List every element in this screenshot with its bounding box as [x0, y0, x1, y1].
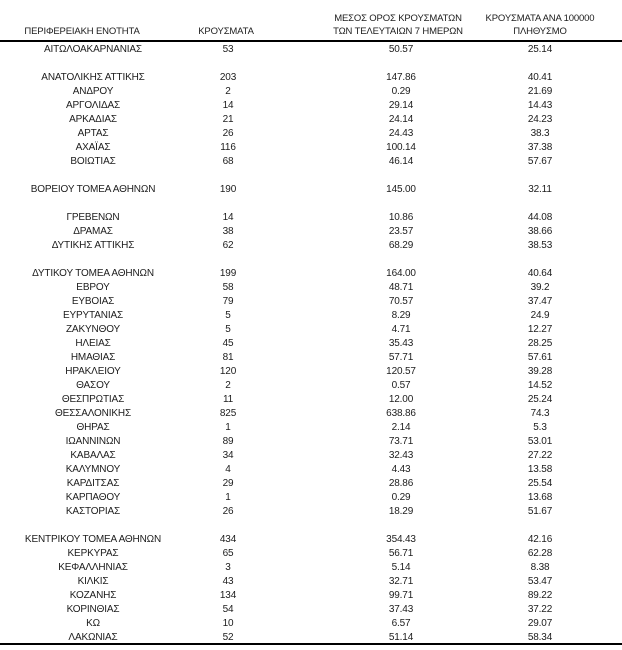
cases-cell: 116	[220, 142, 236, 153]
table-row	[0, 323, 622, 337]
table-row	[0, 267, 622, 281]
avg7-cell: 29.14	[388, 100, 414, 111]
per100k-cell: 25.54	[527, 478, 553, 489]
region-cell: ΒΟΙΩΤΙΑΣ	[70, 156, 116, 167]
avg7-cell: 70.57	[388, 296, 414, 307]
region-cell: ΕΥΡΥΤΑΝΙΑΣ	[62, 310, 124, 321]
cases-cell: 26	[222, 128, 234, 139]
region-cell: ΘΗΡΑΣ	[76, 422, 110, 433]
avg7-cell: 51.14	[388, 632, 414, 643]
table-row	[0, 547, 622, 561]
avg7-cell: 100.14	[386, 142, 416, 153]
region-cell: ΚΕΡΚΥΡΑΣ	[67, 548, 119, 559]
avg7-cell: 35.43	[388, 338, 414, 349]
cases-cell: 54	[222, 604, 234, 615]
region-cell: ΗΛΕΙΑΣ	[75, 338, 111, 349]
region-cell: ΓΡΕΒΕΝΩΝ	[66, 212, 120, 223]
region-cell: ΚΑΡΔΙΤΣΑΣ	[66, 478, 120, 489]
avg7-cell: 0.57	[391, 380, 411, 391]
table-bottom-rule	[0, 643, 622, 645]
avg7-cell: 99.71	[388, 590, 414, 601]
region-cell: ΚΑΒΑΛΑΣ	[70, 450, 116, 461]
table-row	[0, 281, 622, 295]
avg7-cell: 354.43	[386, 534, 416, 545]
table-row	[0, 617, 622, 631]
per100k-cell: 5.3	[533, 422, 547, 433]
column-header-region-label: ΠΕΡΙΦΕΡΕΙΑΚΗ ΕΝΟΤΗΤΑ	[24, 25, 140, 37]
per100k-cell: 40.64	[527, 268, 553, 279]
avg7-cell: 56.71	[388, 548, 414, 559]
region-cell: ΗΜΑΘΙΑΣ	[70, 352, 116, 363]
avg7-cell: 6.57	[391, 618, 411, 629]
per100k-cell: 29.07	[527, 618, 553, 629]
per100k-cell: 38.53	[527, 240, 553, 251]
avg7-cell: 4.43	[391, 464, 411, 475]
avg7-cell: 12.00	[388, 394, 414, 405]
per100k-cell: 13.68	[527, 492, 553, 503]
per100k-cell: 24.9	[530, 310, 550, 321]
cases-cell: 190	[219, 184, 237, 195]
cases-cell: 43	[222, 576, 234, 587]
column-header-avg7-label-line1: ΜΕΣΟΣ ΟΡΟΣ ΚΡΟΥΣΜΑΤΩΝ	[334, 13, 462, 24]
cases-cell: 120	[219, 366, 237, 377]
column-header-avg7	[333, 13, 463, 38]
region-cell: ΑΝΑΤΟΛΙΚΗΣ ΑΤΤΙΚΗΣ	[41, 72, 145, 83]
region-cell: ΚΑΡΠΑΘΟΥ	[65, 492, 121, 503]
table-row	[0, 449, 622, 463]
region-cell: ΕΒΡΟΥ	[76, 282, 110, 293]
table-row	[0, 589, 622, 603]
table-row	[0, 477, 622, 491]
table-row	[0, 239, 622, 253]
avg7-cell: 46.14	[388, 156, 414, 167]
per100k-cell: 32.11	[528, 184, 552, 195]
cases-cell: 89	[222, 436, 234, 447]
table-row	[0, 421, 622, 435]
table-row	[0, 575, 622, 589]
cases-cell: 81	[222, 352, 234, 363]
avg7-cell: 23.57	[388, 226, 414, 237]
per100k-cell: 62.28	[527, 548, 553, 559]
group-spacer	[0, 57, 622, 71]
table-row	[0, 141, 622, 155]
region-cell: ΘΑΣΟΥ	[76, 380, 110, 391]
cases-cell: 10	[222, 618, 234, 629]
group-spacer	[0, 169, 622, 183]
table-row	[0, 85, 622, 99]
per100k-cell: 53.01	[527, 436, 553, 447]
region-cell: ΚΑΛΥΜΝΟΥ	[65, 464, 121, 475]
avg7-cell: 24.43	[388, 128, 414, 139]
column-header-per100k-label-line1: ΚΡΟΥΣΜΑΤΑ ΑΝΑ 100000	[485, 13, 595, 24]
cases-cell: 62	[222, 240, 234, 251]
avg7-cell: 68.29	[388, 240, 414, 251]
per100k-cell: 57.67	[527, 156, 553, 167]
region-cell: ΙΩΑΝΝΙΝΩΝ	[65, 436, 121, 447]
per100k-cell: 25.24	[527, 394, 553, 405]
per100k-cell: 27.22	[527, 450, 553, 461]
avg7-cell: 28.86	[388, 478, 414, 489]
per100k-cell: 37.47	[527, 296, 553, 307]
table-row	[0, 155, 622, 169]
per100k-cell: 39.2	[530, 282, 550, 293]
region-cell: ΒΟΡΕΙΟΥ ΤΟΜΕΑ ΑΘΗΝΩΝ	[30, 184, 156, 195]
cases-cell: 58	[222, 282, 234, 293]
avg7-cell: 73.71	[388, 436, 414, 447]
avg7-cell: 0.29	[391, 492, 411, 503]
avg7-cell: 24.14	[388, 114, 414, 125]
avg7-cell: 2.14	[391, 422, 411, 433]
cases-cell: 134	[219, 590, 237, 601]
table-row	[0, 351, 622, 365]
table-row	[0, 183, 622, 197]
avg7-cell: 0.29	[391, 86, 411, 97]
table-header	[0, 0, 622, 40]
group-spacer	[0, 253, 622, 267]
per100k-cell: 12.27	[527, 324, 553, 335]
table-row	[0, 533, 622, 547]
table-row	[0, 113, 622, 127]
avg7-cell: 32.71	[388, 576, 414, 587]
avg7-cell: 147.86	[386, 72, 416, 83]
per100k-cell: 38.3	[530, 128, 550, 139]
region-cell: ΑΡΚΑΔΙΑΣ	[69, 114, 117, 125]
cases-cell: 21	[222, 114, 234, 125]
region-cell: ΘΕΣΠΡΩΤΙΑΣ	[61, 394, 125, 405]
table-row	[0, 211, 622, 225]
region-cell: ΔΥΤΙΚΟΥ ΤΟΜΕΑ ΑΘΗΝΩΝ	[32, 268, 154, 279]
table-row	[0, 127, 622, 141]
cases-cell: 2	[225, 86, 231, 97]
table-row	[0, 435, 622, 449]
table-row	[0, 71, 622, 85]
per100k-cell: 44.08	[527, 212, 553, 223]
cases-cell: 65	[222, 548, 234, 559]
avg7-cell: 120.57	[386, 366, 416, 377]
per100k-cell: 38.66	[527, 226, 553, 237]
region-cell: ΔΡΑΜΑΣ	[73, 226, 113, 237]
table-row	[0, 407, 622, 421]
avg7-cell: 50.57	[388, 44, 414, 55]
avg7-cell: 10.86	[388, 212, 414, 223]
cases-cell: 14	[222, 212, 234, 223]
per100k-cell: 89.22	[527, 590, 553, 601]
table-row	[0, 309, 622, 323]
table-row	[0, 99, 622, 113]
table-row	[0, 295, 622, 309]
per100k-cell: 42.16	[527, 534, 553, 545]
column-header-per100k-label-line2: ΠΛΗΘΥΣΜΟ	[513, 25, 567, 37]
region-cell: ΛΑΚΩΝΙΑΣ	[68, 632, 118, 643]
cases-cell: 52	[222, 632, 234, 643]
avg7-cell: 638.86	[386, 408, 416, 419]
per100k-cell: 13.58	[527, 464, 553, 475]
cases-cell: 825	[219, 408, 237, 419]
column-header-region	[24, 26, 139, 39]
avg7-cell: 57.71	[388, 352, 414, 363]
cases-cell: 14	[222, 100, 234, 111]
cases-cell: 1	[225, 422, 231, 433]
region-cell: ΑΡΤΑΣ	[77, 128, 109, 139]
region-cell: ΕΥΒΟΙΑΣ	[71, 296, 115, 307]
cases-cell: 45	[222, 338, 234, 349]
region-cell: ΚΩ	[86, 618, 100, 629]
region-cell: ΑΧΑΪΑΣ	[75, 142, 111, 153]
avg7-cell: 32.43	[388, 450, 414, 461]
cases-cell: 434	[219, 534, 237, 545]
per100k-cell: 39.28	[527, 366, 553, 377]
per100k-cell: 51.67	[527, 506, 553, 517]
column-header-cases-label: ΚΡΟΥΣΜΑΤΑ	[198, 25, 254, 37]
avg7-cell: 8.29	[391, 310, 411, 321]
table-row	[0, 491, 622, 505]
avg7-cell: 4.71	[391, 324, 411, 335]
per100k-cell: 25.14	[527, 44, 553, 55]
cases-cell: 38	[222, 226, 234, 237]
per100k-cell: 24.23	[527, 114, 553, 125]
avg7-cell: 145.00	[386, 184, 416, 195]
cases-cell: 79	[222, 296, 234, 307]
cases-cell: 203	[219, 72, 237, 83]
cases-cell: 4	[225, 464, 231, 475]
region-cell: ΚΕΝΤΡΙΚΟΥ ΤΟΜΕΑ ΑΘΗΝΩΝ	[24, 534, 162, 545]
cases-cell: 1	[225, 492, 231, 503]
region-cell: ΘΕΣΣΑΛΟΝΙΚΗΣ	[54, 408, 132, 419]
table-row	[0, 379, 622, 393]
per100k-cell: 37.22	[527, 604, 553, 615]
cases-cell: 11	[222, 394, 234, 405]
cases-cell: 5	[225, 310, 231, 321]
region-cell: ΔΥΤΙΚΗΣ ΑΤΤΙΚΗΣ	[51, 240, 135, 251]
per100k-cell: 58.34	[527, 632, 553, 643]
table-row	[0, 393, 622, 407]
avg7-cell: 37.43	[388, 604, 414, 615]
column-header-per100k	[486, 13, 595, 38]
table-row	[0, 43, 622, 57]
table-row	[0, 337, 622, 351]
per100k-cell: 40.41	[527, 72, 553, 83]
region-cell: ΚΑΣΤΟΡΙΑΣ	[65, 506, 121, 517]
column-header-cases	[198, 26, 254, 39]
group-spacer	[0, 519, 622, 533]
table-body	[0, 43, 622, 645]
avg7-cell: 48.71	[388, 282, 414, 293]
group-spacer	[0, 197, 622, 211]
region-cell: ΑΙΤΩΛΟΑΚΑΡΝΑΝΙΑΣ	[44, 44, 142, 55]
region-cell: ΚΙΛΚΙΣ	[77, 576, 109, 587]
region-cell: ΚΟΡΙΝΘΙΑΣ	[66, 604, 120, 615]
table-row	[0, 603, 622, 617]
header-divider-rule	[0, 40, 622, 42]
region-cell: ΗΡΑΚΛΕΙΟΥ	[65, 366, 121, 377]
per100k-cell: 37.38	[527, 142, 553, 153]
region-cell: ΑΡΓΟΛΙΔΑΣ	[65, 100, 121, 111]
avg7-cell: 5.14	[391, 562, 411, 573]
per100k-cell: 14.43	[527, 100, 553, 111]
per100k-cell: 74.3	[530, 408, 550, 419]
cases-cell: 26	[222, 506, 234, 517]
per100k-cell: 14.52	[527, 380, 553, 391]
region-cell: ΚΕΦΑΛΛΗΝΙΑΣ	[58, 562, 128, 573]
avg7-cell: 18.29	[388, 506, 414, 517]
cases-cell: 53	[222, 44, 234, 55]
column-header-avg7-label-line2: ΤΩΝ ΤΕΛΕΥΤΑΙΩΝ 7 ΗΜΕΡΩΝ	[333, 25, 463, 37]
table-row	[0, 505, 622, 519]
cases-cell: 3	[225, 562, 231, 573]
region-cell: ΚΟΖΑΝΗΣ	[69, 590, 117, 601]
cases-cell: 68	[222, 156, 234, 167]
per100k-cell: 53.47	[527, 576, 553, 587]
table-row	[0, 561, 622, 575]
per100k-cell: 21.69	[527, 86, 553, 97]
table-row	[0, 365, 622, 379]
table-row	[0, 463, 622, 477]
avg7-cell: 164.00	[386, 268, 416, 279]
region-cell: ΑΝΔΡΟΥ	[72, 86, 114, 97]
per100k-cell: 8.38	[530, 562, 550, 573]
cases-cell: 199	[219, 268, 237, 279]
cases-cell: 5	[225, 324, 231, 335]
table-row	[0, 225, 622, 239]
region-cell: ΖΑΚΥΝΘΟΥ	[65, 324, 121, 335]
cases-cell: 34	[222, 450, 234, 461]
cases-cell: 2	[225, 380, 231, 391]
per100k-cell: 57.61	[527, 352, 553, 363]
per100k-cell: 28.25	[527, 338, 553, 349]
cases-cell: 29	[222, 478, 234, 489]
